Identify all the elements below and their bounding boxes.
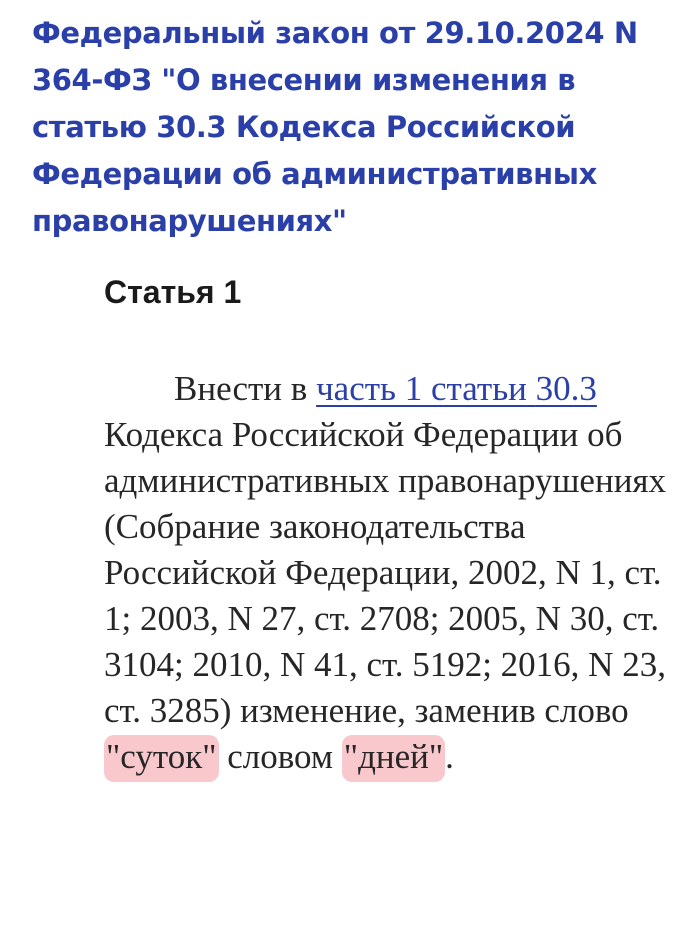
highlighted-old-word: "суток"	[104, 735, 219, 782]
article-main-text: Кодекса Российской Федерации об административных правонарушениях (Собрание законодательства Российской Федерации, 2002, N 1, ст. 1; 2003, N 27, ст. 2708; 2005, N 30, ст. 3104; 2010, N 41, ст. 5192; 2016, N 23, ст. 3285) изменение, заменив слово	[104, 415, 667, 730]
article-link-part-1-text: часть 1 статьи	[316, 369, 527, 408]
article-between-text: словом	[218, 737, 342, 776]
document-title: Федеральный закон от 29.10.2024 N 364-ФЗ "О внесении изменения в статью 30.3 Кодекса Российской Федерации об административных правонарушениях"	[32, 16, 638, 238]
article-end-punct: .	[445, 737, 454, 776]
article-link-part-1[interactable]	[316, 369, 597, 408]
article-intro-text: Внести в	[174, 369, 317, 408]
article-heading: Статья 1	[104, 274, 242, 310]
article-link-30-3-text: 30.3	[535, 369, 597, 408]
highlighted-new-word: "дней"	[342, 735, 445, 782]
article-text	[104, 366, 676, 780]
